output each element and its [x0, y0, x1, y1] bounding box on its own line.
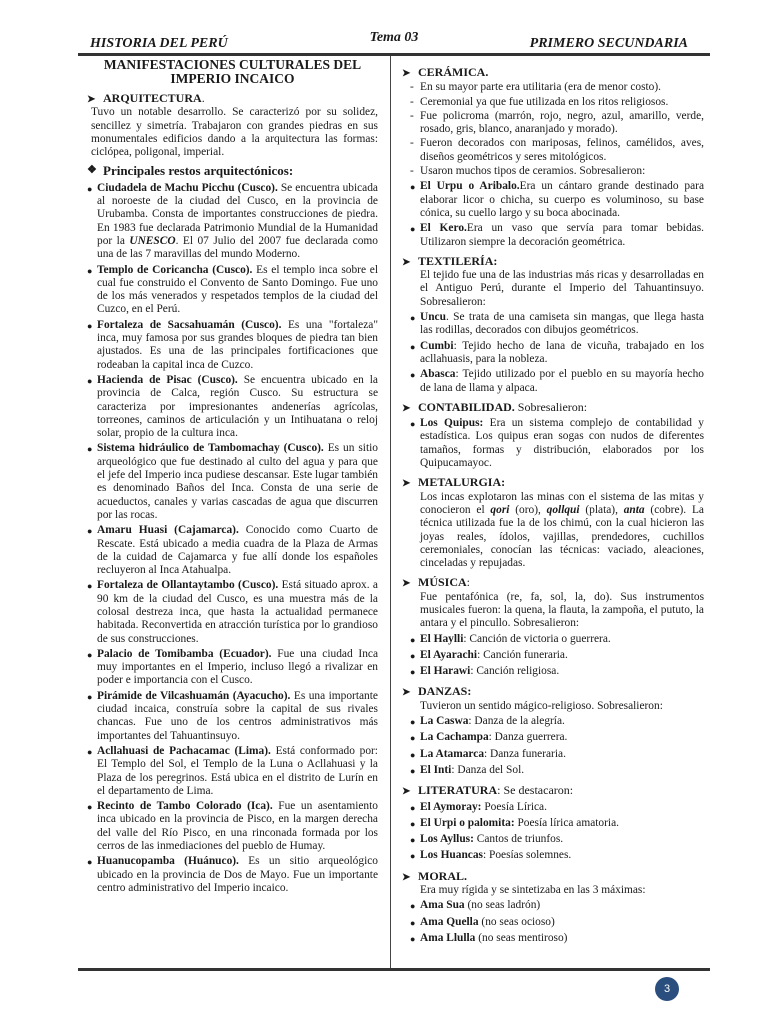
list-item: [410, 932, 704, 946]
item-term: Cumbi: [420, 339, 454, 352]
item-desc: Era un sistema complejo de contabilidad y estadística. Los quipus eran sogas con nudos de diferentes tamaños, formas y distribución, elaborados por los Quipucamayoc.: [420, 417, 704, 470]
bullet-icon: ●: [87, 444, 93, 455]
list-item: [410, 180, 704, 220]
item-term: Templo de Coricancha (Cusco).: [97, 263, 253, 276]
list-item: [87, 264, 378, 317]
item-desc: Se encuentra ubicado en la provincia de Calca, región Cusco. Su estructura se caracteriza por impresionantes andenerías agrícolas, torreones, caminos de articulación y un Intihuatana o reloj solar, propio de la cultura inca.: [97, 373, 378, 440]
list-item: [410, 222, 704, 249]
item-text: [420, 764, 704, 778]
bullet-icon: ●: [410, 933, 416, 944]
item-desc: : Canción religiosa.: [470, 665, 560, 678]
item-desc: Era un cántaro grande destinado para elaborar licor o chicha, su cuerpo es voluminoso, su base cónica, su cuello largo y su boca abocinada.: [420, 180, 704, 219]
item-text: [420, 715, 704, 729]
item-desc: : Tejido utilizado por el pueblo en su mayoría hecho de lana de llama y alpaca.: [420, 368, 704, 394]
bullet-icon: ●: [410, 765, 416, 776]
dash-mark: -: [410, 95, 414, 108]
list-item: [410, 833, 704, 847]
bullet-icon: ●: [87, 526, 93, 537]
item-desc: Cantos de triunfos.: [473, 833, 564, 846]
item-desc: Es un sitio arqueológico ubicado en la provincia de Dos de Mayo. Fue un importante centro administrativo del Imperio incaico.: [97, 855, 378, 894]
item-desc: Poesía lírica amatoria.: [514, 816, 619, 829]
bullet-icon: ●: [87, 691, 93, 702]
list-item: [410, 633, 704, 647]
arrow-icon: ➤: [402, 687, 411, 699]
item-text: [420, 180, 704, 220]
item-term: El Urpu o Aribalo.: [420, 180, 520, 193]
bullet-icon: ●: [87, 183, 93, 194]
section-literatura-heading: ➤ LITERATURA: Se destacaron:: [402, 783, 574, 798]
right-column: [402, 56, 704, 946]
restos-heading: ❖ Principales restos arquitectónicos:: [87, 163, 294, 179]
bullet-icon: ●: [410, 802, 416, 813]
arquitectura-text: Tuvo un notable desarrollo. Se caracterizó por su solidez, sencillez y simetría. Trabajaron con grandes piedras en sus monumentales edificios dando a la arquitectura las formas: ciclópea, poligonal, imperial.: [91, 106, 378, 159]
item-term: Recinto de Tambo Colorado (Ica).: [97, 800, 273, 813]
bullet-icon: ●: [87, 857, 93, 868]
bullet-icon: ●: [87, 746, 93, 757]
bullet-icon: ●: [410, 634, 416, 645]
item-desc: (no seas ladrón): [464, 899, 541, 912]
dash-text: Fueron decorados con mariposas, felinos, camélidos, aves, diseños geométricos y seres mitológicos.: [420, 137, 704, 163]
section-title: ARQUITECTURA: [103, 91, 202, 105]
bullet-icon: ●: [410, 182, 416, 193]
item-text: [420, 899, 704, 913]
literatura-items: [402, 801, 704, 864]
item-term: Fortaleza de Ollantaytambo (Cusco).: [97, 579, 279, 592]
dash-text: Ceremonial ya que fue utilizada en los ritos religiosos.: [420, 95, 669, 108]
arrow-icon: ➤: [402, 578, 411, 590]
item-desc: Fue un asentamiento inca ubicado en la provincia de Pisco, en la margen derecha del valle del Río Pisco, en una rinconada formada por los cerros de las inmediaciones del pueblo de Humay.: [97, 800, 378, 853]
list-item: [410, 899, 704, 913]
item-text: [97, 855, 378, 895]
item-desc: (no seas mentiroso): [475, 931, 568, 944]
section-musica-heading: ➤ MÚSICA:: [402, 575, 471, 590]
arrow-icon: ➤: [402, 256, 411, 268]
list-item: [410, 649, 704, 663]
moral-items: [402, 899, 704, 946]
item-text: [97, 579, 378, 645]
list-item: [410, 340, 704, 367]
list-item: [410, 368, 704, 395]
item-desc: Se encuentra ubicada al noroeste de la ciudad del Cusco, en la provincia de Urubamba. Consta de importantes construcciones de piedra. En 1983 fue declarada Patrimonio Mundial de la Humanidad por la: [97, 181, 378, 247]
dash-mark: -: [410, 137, 414, 150]
item-desc: Poesía Lírica.: [481, 800, 547, 813]
arrow-icon: ➤: [402, 478, 411, 490]
item-desc: . Se trata de una camiseta sin mangas, que llega hasta las rodillas, decorados con dibujos geométricos.: [420, 311, 704, 337]
item-desc: Era un vaso que servía para tomar bebidas. Utilizaron siempre la decoración geométrica.: [420, 222, 704, 248]
item-desc: Conocido como Cuarto de Rescate. Está ubicado a media cuadra de la Plaza de Armas de la cuidad de Cajamarca y fue allí donde los españoles recluyeron al Inca Atahualpa.: [97, 524, 378, 577]
arrow-icon: ➤: [87, 94, 96, 105]
grade-label: PRIMERO SECUNDARIA: [529, 36, 688, 51]
item-desc-end: . El 07 Julio del 2007 fue declarada como una de las 7 maravillas del mundo Moderno.: [97, 234, 378, 261]
dash-text: Fue policroma (marrón, rojo, negro, azul, amarillo, verde, rosado, gris, blanco, anaranjado y morado).: [420, 109, 704, 136]
item-term: Ama Quella: [420, 915, 479, 928]
item-term: Huanucopamba (Huánuco).: [97, 855, 239, 868]
item-term: Los Huancas: [420, 849, 483, 862]
page-number-badge: 3: [655, 977, 679, 1001]
item-desc: Es una importante ciudad incaica, construía sobre la capital de sus rivales chancas. Fue uno de los centros administrativos más importantes del Tahuantinsuyo.: [97, 689, 378, 742]
item-term: Pirámide de Vilcashuamán (Ayacucho).: [97, 689, 291, 702]
item-text: [97, 800, 378, 853]
bullet-icon: ●: [410, 667, 416, 678]
section-contabilidad-heading: ➤ CONTABILIDAD. Sobresalieron:: [402, 399, 588, 414]
item-emphasis: UNESCO: [129, 234, 176, 247]
item-text: [420, 368, 704, 395]
dash-mark: -: [410, 165, 414, 178]
item-term: Fortaleza de Sacsahuamán (Cusco).: [97, 318, 282, 331]
musica-items: [402, 633, 704, 680]
moral-intro: Era muy rígida y se sintetizaba en las 3 máximas:: [420, 884, 646, 897]
item-desc: : Danza funeraria.: [484, 747, 566, 760]
item-text: [420, 801, 704, 815]
item-desc: : Danza guerrera.: [488, 731, 568, 744]
item-text: [420, 417, 704, 470]
item-desc: (no seas ocioso): [478, 915, 555, 928]
bullet-icon: ●: [410, 341, 416, 352]
contabilidad-items: [402, 417, 704, 470]
item-text: [97, 745, 378, 798]
arrow-icon: ➤: [402, 871, 411, 883]
dash-text: Usaron muchos tipos de ceramios. Sobresalieron:: [420, 165, 646, 178]
ceramica-dashes: [402, 81, 704, 178]
dash-item: [402, 96, 704, 109]
arrow-icon: ➤: [402, 786, 411, 798]
item-text: [420, 748, 704, 762]
danzas-items: [402, 715, 704, 778]
list-item: [87, 524, 378, 577]
item-term: El Ayarachi: [420, 648, 478, 661]
item-desc: Está situado aprox. a 90 km de la ciudad del Cusco, es una muestra más de la colosal destreza inca, que hasta la actualidad permanece habitada. Reconvertida en atracción turística por lo grandioso de sus construcciones.: [97, 579, 378, 645]
list-item: [87, 648, 378, 688]
item-text: [420, 633, 704, 647]
list-item: [87, 855, 378, 895]
item-term: Ama Sua: [420, 899, 465, 912]
item-text: [420, 222, 704, 249]
bullet-icon: ●: [87, 320, 93, 331]
list-item: [87, 319, 378, 372]
dash-item: [402, 110, 704, 137]
bullet-icon: ●: [410, 749, 416, 760]
item-term: Los Ayllus:: [420, 833, 474, 846]
ceramica-items: [402, 180, 704, 248]
item-term: El Urpi o palomita:: [420, 816, 515, 829]
item-text: [97, 319, 378, 372]
item-desc: : Danza del Sol.: [451, 763, 525, 776]
section-ceramica-heading: ➤ CERÁMICA.: [402, 65, 489, 79]
item-text: [420, 833, 704, 847]
textileria-items: [402, 311, 704, 395]
bullet-icon: ●: [410, 818, 416, 829]
list-item: [410, 764, 704, 778]
item-term: El Haylli: [420, 632, 464, 645]
item-term: El Harawi: [420, 665, 471, 678]
dash-mark: -: [410, 109, 414, 122]
list-item: [87, 182, 378, 262]
list-item: [87, 374, 378, 440]
item-term: Hacienda de Pisac (Cusco).: [97, 373, 238, 386]
item-desc: : Canción de victoria o guerrera.: [463, 632, 611, 645]
left-column: [87, 56, 378, 895]
bullet-icon: ●: [87, 802, 93, 813]
item-term: La Caswa: [420, 715, 469, 728]
list-item: [87, 745, 378, 798]
list-item: [410, 748, 704, 762]
bullet-icon: ●: [410, 733, 416, 744]
footer-rule: [78, 968, 710, 971]
list-item: [410, 731, 704, 745]
list-item: [87, 579, 378, 645]
item-text: [420, 916, 704, 930]
list-item: [87, 690, 378, 743]
item-text: [97, 182, 378, 262]
restos-list: [87, 182, 378, 895]
item-desc: : Danza de la alegría.: [468, 715, 565, 728]
list-item: [410, 311, 704, 338]
item-text: [420, 932, 704, 946]
list-item: [410, 801, 704, 815]
item-desc: : Canción funeraria.: [477, 648, 568, 661]
item-term: Abasca: [420, 368, 456, 381]
item-term: Sistema hidráulico de Tambomachay (Cusco).: [97, 442, 324, 455]
item-term: Ciudadela de Machu Picchu (Cusco).: [97, 181, 278, 194]
page-title: MANIFESTACIONES CULTURALES DEL IMPERIO INCAICO: [103, 57, 362, 86]
list-item: [410, 665, 704, 679]
dash-text: En su mayor parte era utilitaria (era de menor costo).: [420, 81, 661, 94]
section-moral-heading: ➤ MORAL.: [402, 868, 467, 883]
item-text: [420, 849, 704, 863]
item-text: [420, 649, 704, 663]
item-term: Uncu: [420, 311, 446, 324]
textileria-intro: El tejido fue una de las industrias más ricas y desarrolladas en el Antiguo Perú, durante el Imperio del Tahuantinsuyo. Sobresalieron:: [420, 269, 704, 308]
topic-label: Tema 03: [369, 30, 419, 45]
item-desc: Es una "fortaleza" inca, muy famosa por sus grandes bloques de piedra tan bien ajustados. Es una de las principales fortificaciones que rodeaban la capital inca de Cuzco.: [97, 318, 378, 371]
item-term: Acllahuasi de Pachacamac (Lima).: [97, 744, 271, 757]
list-item: [410, 715, 704, 729]
item-term: Ama Llulla: [420, 931, 476, 944]
bullet-icon: ●: [410, 717, 416, 728]
list-item: [410, 817, 704, 831]
danzas-intro: Tuvieron un sentido mágico-religioso. Sobresalieron:: [420, 699, 663, 712]
item-text: [97, 264, 378, 317]
bullet-icon: ●: [410, 313, 416, 324]
item-term: El Kero.: [420, 222, 467, 235]
item-desc: Es un sitio arqueológico que fue destinado al culto del agua y para que el jefe del Imperio inca pudiese descansar. Este lugar también es denominado Baños del Inca. Consta de una serie de acueductos, canales y varias cascadas de agua que discurren por las rocas.: [97, 442, 378, 521]
item-desc: Está conformado por: El Templo del Sol, el Templo de la Luna o Acllahuasi y la Plaza de los peregrinos. Está ubica en el distrito de Lurín en el departamento de Lima.: [97, 744, 378, 797]
arrow-icon: ➤: [402, 68, 411, 79]
item-text: [420, 731, 704, 745]
item-term: Los Quipus:: [420, 417, 484, 430]
dash-item: [402, 137, 704, 164]
item-text: [97, 648, 378, 688]
bullet-icon: ●: [410, 835, 416, 846]
dash-item: [402, 81, 704, 94]
item-text: [97, 374, 378, 440]
diamond-icon: ❖: [87, 164, 97, 177]
list-item: [87, 442, 378, 522]
item-term: La Cachampa: [420, 731, 489, 744]
item-text: [97, 442, 378, 522]
item-desc: : Tejido hecho de lana de vicuña, trabajado en los acllahuasis, para la nobleza.: [420, 339, 704, 365]
dash-mark: -: [410, 81, 414, 94]
item-desc: Es el templo inca sobre el cual fue construido el Convento de Santo Domingo. Fue uno de los más venerados y respetados templos de la ciudad del Cuzco, en el Perú.: [97, 263, 378, 316]
bullet-icon: ●: [410, 419, 416, 430]
bullet-icon: ●: [410, 370, 416, 381]
item-term: El Inti: [420, 763, 452, 776]
bullet-icon: ●: [410, 224, 416, 235]
item-term: Palacio de Tomibamba (Ecuador).: [97, 647, 272, 660]
bullet-icon: ●: [410, 650, 416, 661]
bullet-icon: ●: [410, 851, 416, 862]
arrow-icon: ➤: [402, 402, 411, 414]
dash-item: [402, 165, 704, 178]
item-text: [97, 524, 378, 577]
item-term: El Aymoray:: [420, 800, 482, 813]
list-item: [410, 916, 704, 930]
item-desc: : Poesías solemnes.: [482, 849, 572, 862]
bullet-icon: ●: [87, 265, 93, 276]
item-term: Amaru Huasi (Cajamarca).: [97, 524, 239, 537]
section-textileria-heading: ➤ TEXTILERÍA:: [402, 253, 498, 268]
item-text: [420, 311, 704, 338]
section-arquitectura-heading: ➤ ARQUITECTURA.: [87, 91, 205, 105]
musica-intro: Fue pentafónica (re, fa, sol, la, do). Sus instrumentos musicales fueron: la quena, la flauta, la zampoña, el pututo, la antara y el pincullo. Sobresalieron:: [420, 590, 704, 630]
bullet-icon: ●: [410, 901, 416, 912]
item-desc: Fue una ciudad Inca muy importantes en el Imperio, incluso llegó a rivalizar en poder e importancia con el Cusco.: [97, 647, 378, 687]
list-item: [410, 849, 704, 863]
item-text: [420, 817, 704, 831]
bullet-icon: ●: [87, 375, 93, 386]
metalurgia-text: Los incas explotaron las minas con el sistema de las mitas y conocieron el qori (oro), qollqui (plata), anta (cobre). La técnica utilizada fue la de los chimú, con la cual hicieron las joyas reales, ídolos, vajillas, prendedores, cuchillos ceremoniales, conocían las técnicas: vaciado, aleaciones, cinceladas y repujadas.: [420, 490, 704, 570]
course-title: HISTORIA DEL PERÚ: [90, 36, 228, 51]
item-text: [97, 690, 378, 743]
bullet-icon: ●: [410, 917, 416, 928]
bullet-icon: ●: [87, 649, 93, 660]
item-text: [420, 665, 704, 679]
section-metalurgia-heading: ➤ METALURGIA:: [402, 475, 506, 490]
list-item: [410, 417, 704, 470]
column-divider: [390, 56, 391, 968]
item-text: [420, 340, 704, 367]
list-item: [87, 800, 378, 853]
bullet-icon: ●: [87, 581, 93, 592]
item-term: La Atamarca: [420, 747, 485, 760]
section-danzas-heading: ➤ DANZAS:: [402, 684, 472, 699]
